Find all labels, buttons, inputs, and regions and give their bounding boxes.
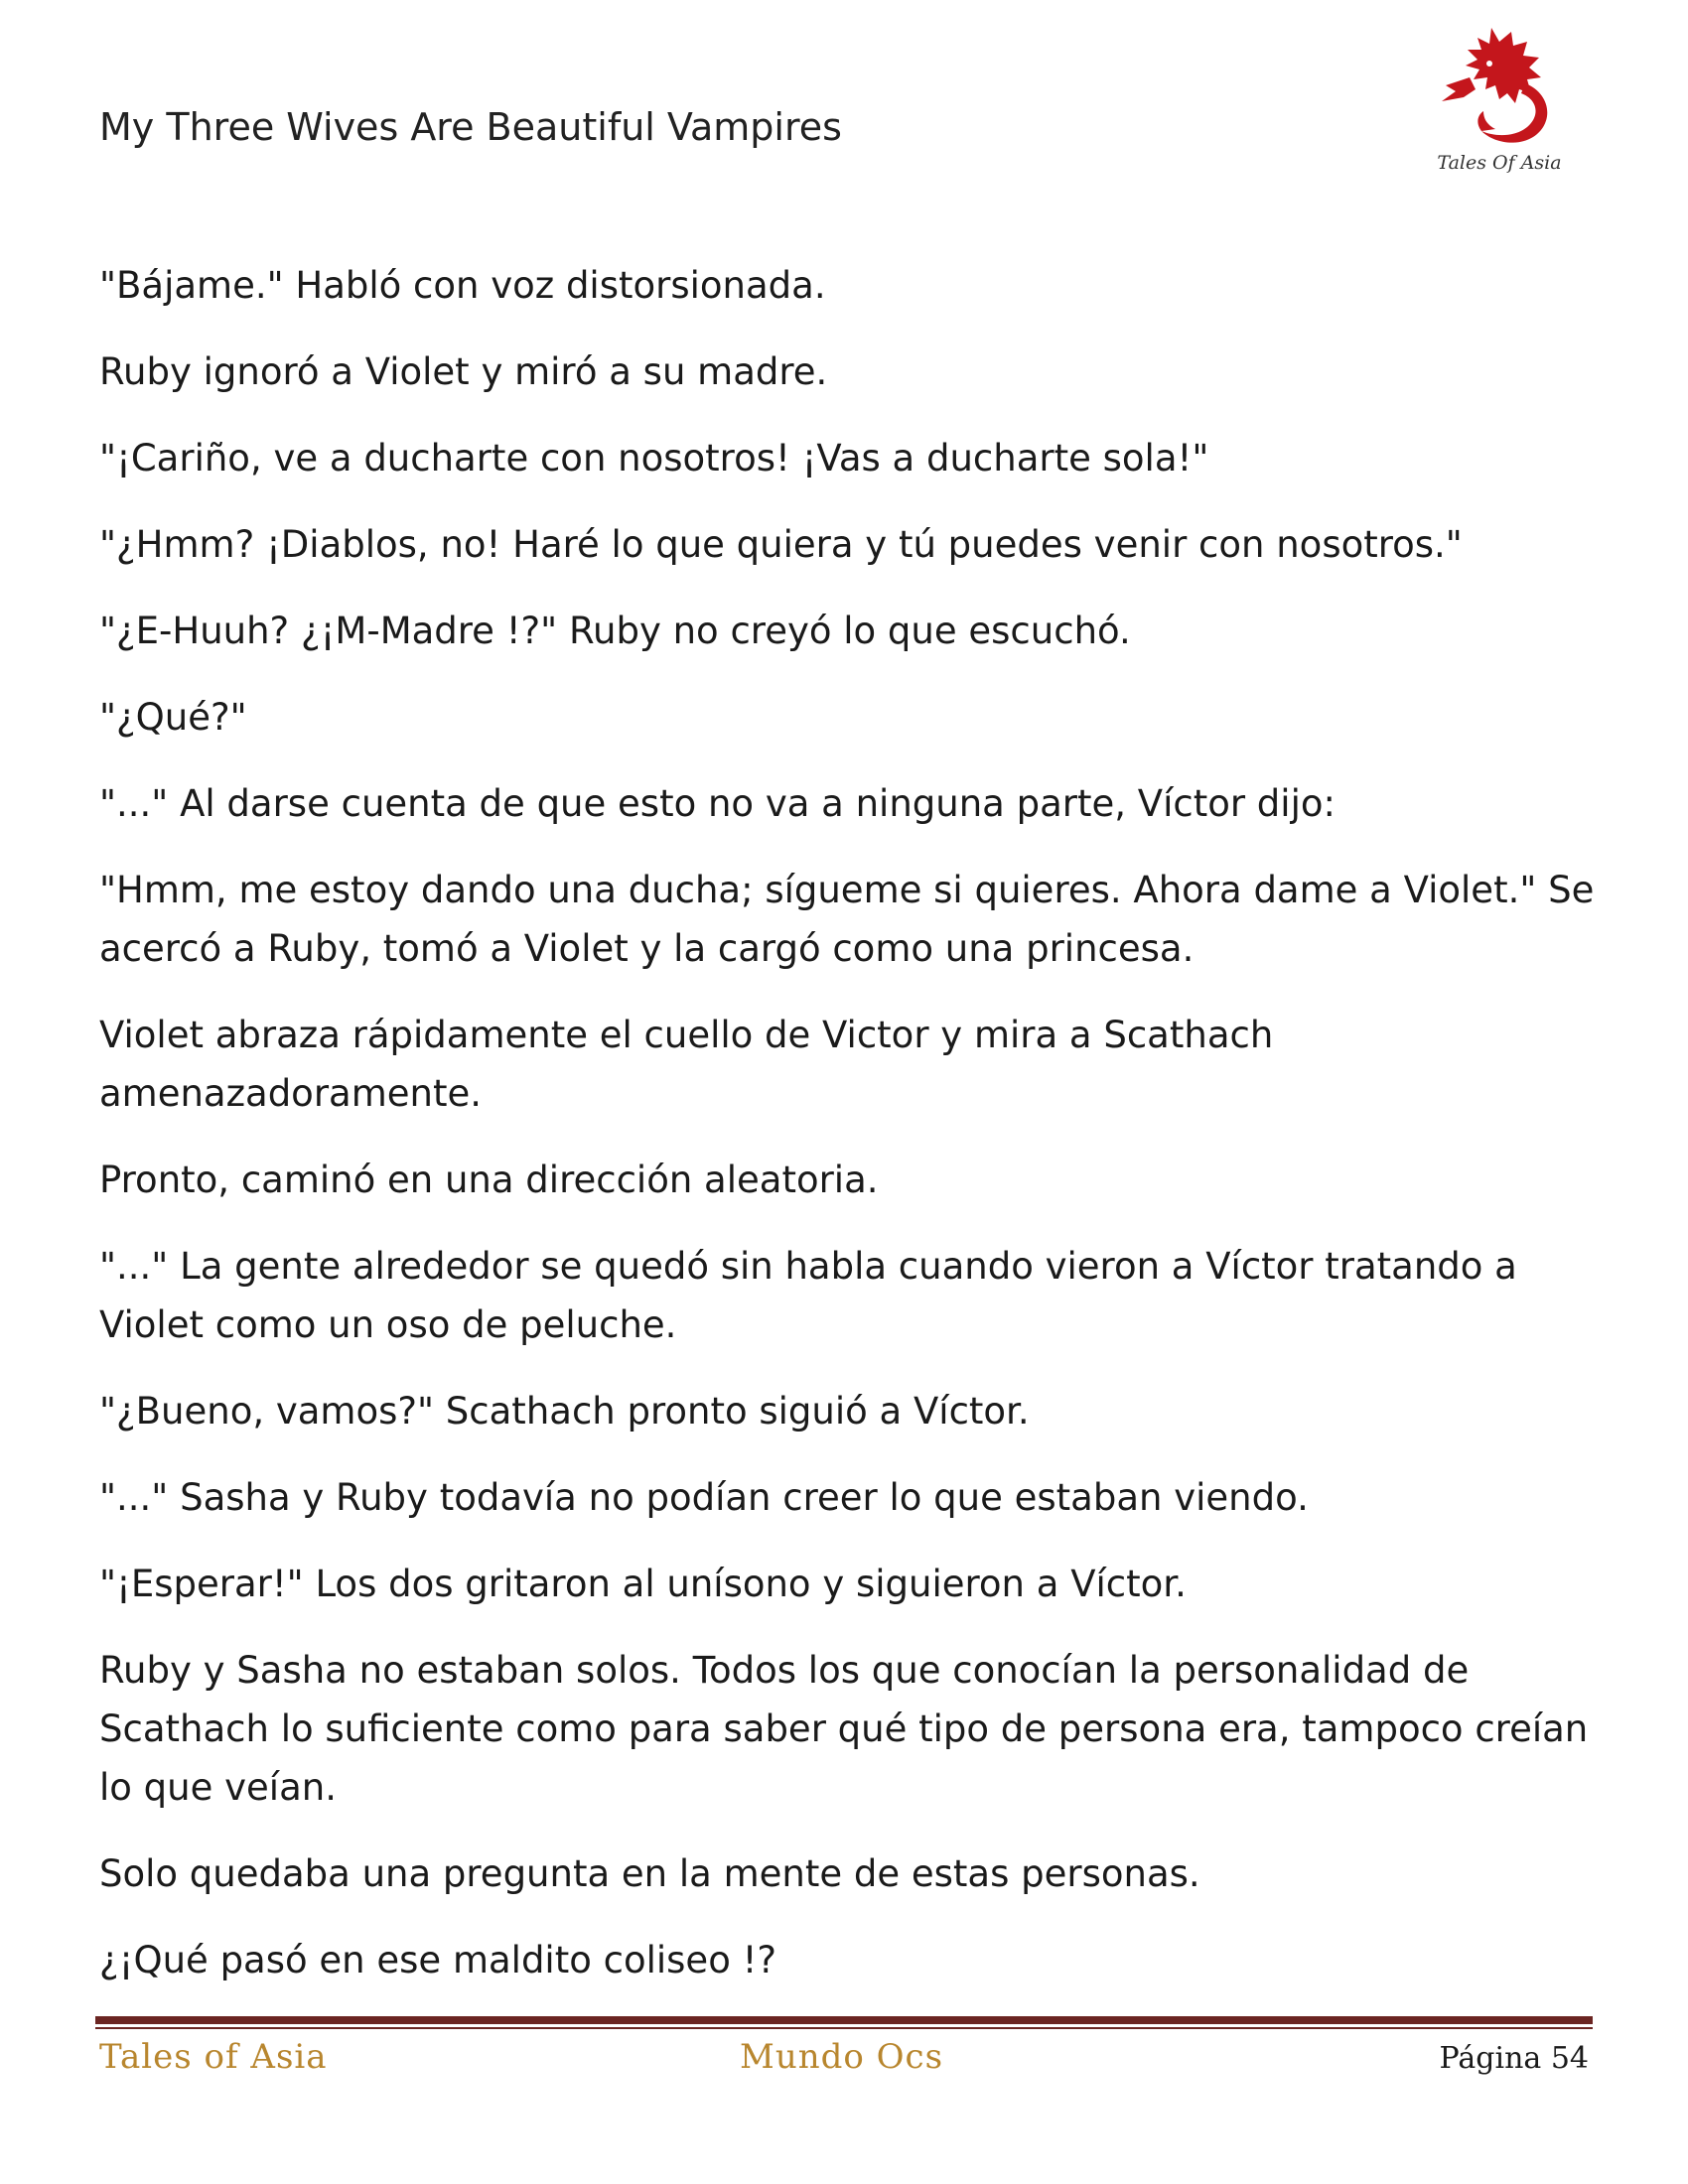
footer-site-name: Tales of Asia [99,2037,328,2077]
paragraph: "..." Al darse cuenta de que esto no va a ninguna parte, Víctor dijo: [99,782,1336,825]
paragraph: "¿E-Huuh? ¿¡M-Madre !?" Ruby no creyó lo que escuchó. [99,610,1131,652]
paragraph: "¡Cariño, ve a ducharte con nosotros! ¡Vas a ducharte sola!" [99,437,1209,479]
paragraph: Ruby ignoró a Violet y miró a su madre. [99,350,828,393]
paragraph: "Hmm, me estoy dando una ducha; sígueme si quieres. Ahora dame a Violet." Se acercó a Ruby, tomó a Violet y la cargó como una princesa. [99,869,1595,970]
paragraph: "..." La gente alrededor se quedó sin habla cuando vieron a Víctor tratando a Violet como un oso de peluche. [99,1245,1517,1346]
paragraph: Pronto, caminó en una dirección aleatoria. [99,1159,879,1201]
paragraph: "..." Sasha y Ruby todavía no podían creer lo que estaban viendo. [99,1476,1309,1519]
footer-divider [95,2016,1593,2024]
paragraph: "Bájame." Habló con voz distorsionada. [99,264,826,307]
tales-of-asia-logo [1430,20,1569,184]
page-header-title: My Three Wives Are Beautiful Vampires [99,105,842,149]
paragraph: Solo quedaba una pregunta en la mente de estas personas. [99,1852,1200,1895]
paragraph: ¿¡Qué pasó en ese maldito coliseo !? [99,1939,777,1981]
paragraph: Ruby y Sasha no estaban solos. Todos los que conocían la personalidad de Scathach lo suficiente como para saber qué tipo de persona era, tampoco creían lo que veían. [99,1649,1589,1809]
paragraph: "¿Bueno, vamos?" Scathach pronto siguió a Víctor. [99,1390,1030,1433]
story-body [99,256,1599,2017]
logo-text: Tales Of Asia [1437,152,1562,174]
paragraph: "¡Esperar!" Los dos gritaron al unísono y siguieron a Víctor. [99,1563,1187,1605]
page-number: Página 54 [1439,2041,1589,2076]
footer-group-name: Mundo Ocs [740,2037,944,2077]
paragraph: "¿Hmm? ¡Diablos, no! Haré lo que quiera y tú puedes venir con nosotros." [99,523,1463,566]
footer-divider-thin [95,2027,1593,2029]
paragraph: "¿Qué?" [99,696,247,739]
dragon-icon [1430,20,1569,159]
paragraph: Violet abraza rápidamente el cuello de Victor y mira a Scathach amenazadoramente. [99,1014,1274,1115]
